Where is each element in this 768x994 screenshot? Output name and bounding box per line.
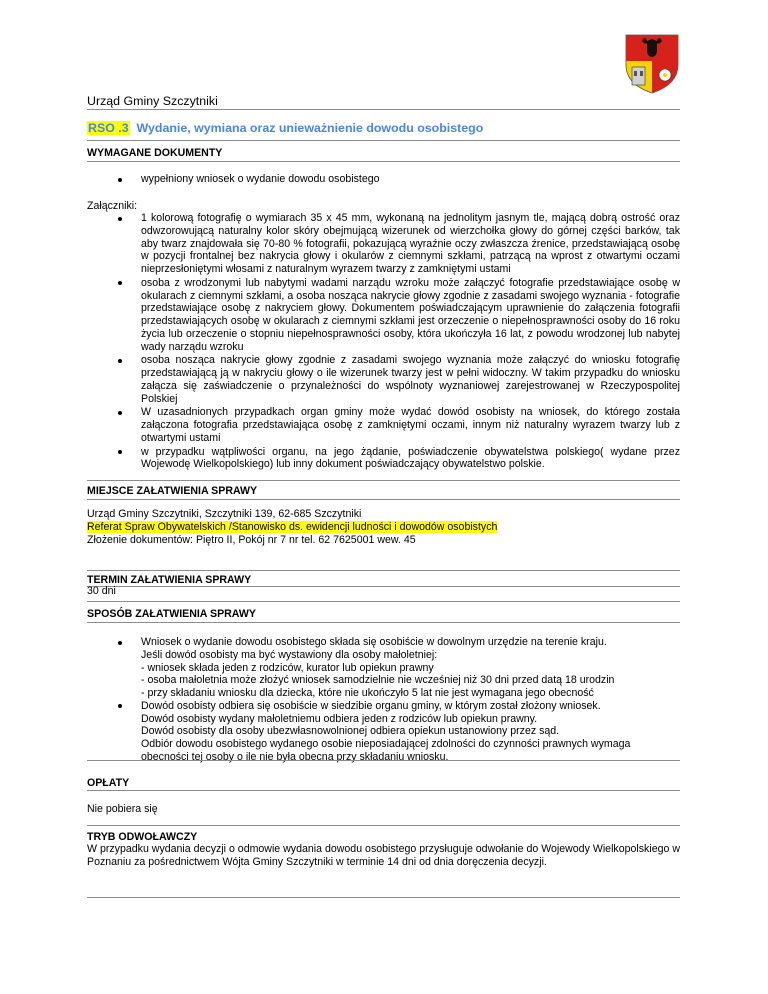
bullet-icon	[118, 217, 122, 221]
office-address: Urząd Gminy Szczytniki, Szczytniki 139, 62-685 Szczytniki	[87, 508, 362, 520]
department-name: Referat Spraw Obywatelskich /Stanowisko ds. ewidencji ludności i dowodów osobistych	[87, 521, 498, 533]
bullet-icon	[118, 450, 122, 454]
section-heading-required-docs: WYMAGANE DOKUMENTY	[87, 147, 223, 159]
bullet-icon	[118, 178, 122, 182]
attachments-label: Załączniki:	[87, 200, 138, 212]
list-item: 1 kolorową fotografię o wymiarach 35 x 45 mm, wykonaną na jednolitym jasnym tle, mającą dobrą ostrość oraz odwzorowującą naturalny kolor skóry obejmującą wizerunek od wierzchołka głowy do górnej części barków, tak aby twarz znajdowała się 70-80 % fotografii, pokazującą wyraźnie oczy zwłaszcza źrenice, przedstawiającą osobę w pozycji frontalnej bez nakrycia głowy i okularów z ciemnymi szkłami, patrzącą na wprost z otwartymi oczami nieprzesłoniętymi włosami z naturalnym wyrazem twarzy z zamkniętymi ustami	[87, 212, 680, 276]
section-divider	[87, 790, 680, 791]
section-heading-appeal: TRYB ODWOŁAWCZY	[87, 831, 198, 843]
submission-location: Złożenie dokumentów: Piętro II, Pokój nr 7 nr tel. 62 7625001 wew. 45	[87, 534, 416, 546]
bullet-icon	[118, 281, 122, 285]
list-item: Wniosek o wydanie dowodu osobistego składa się osobiście w dowolnym urzędzie na terenie kraju. Jeśli dowód osobisty ma być wystawiony dla osoby małoletniej: - wniosek składa jeden z rodziców, kurator lub opiekun prawny - osoba małoletnia może złożyć wniosek samodzielnie nie wcześniej niż 30 dni przed datą 18 urodzin - przy składaniu wniosku dla dziecka, które nie ukończyło 5 lat nie jest wymagana jego obecność	[87, 636, 680, 700]
header-divider	[87, 109, 680, 110]
coat-of-arms-icon	[620, 31, 684, 95]
department-line	[87, 521, 680, 534]
section-divider	[87, 601, 680, 602]
procedure-title	[87, 121, 483, 136]
section-divider	[87, 760, 680, 761]
section-divider	[87, 570, 680, 571]
section-divider	[87, 161, 680, 162]
method-list	[87, 636, 680, 764]
procedure-name: Wydanie, wymiana oraz unieważnienie dowodu osobistego	[136, 121, 484, 135]
section-divider	[87, 480, 680, 481]
fees-value: Nie pobiera się	[87, 803, 158, 815]
list-item: osoba nosząca nakrycie głowy zgodnie z zasadami swojego wyznania może załączyć do wniosku fotografię przedstawiającą ją w nakryciu głowy o ile wizerunek twarzy jest w pełni widoczny. W takim przypadku do wniosku załącza się zaświadczenie o przynależności do wspólnoty wyznaniowej zarejestrowanej w Rzeczypospolitej Polskiej	[87, 354, 680, 405]
list-item: w przypadku wątpliwości organu, na jego żądanie, poświadczenie obywatelstwa polskiego( wydane przez Wojewodę Wielkopolskiego) lub inny dokument poświadczający obywatelstwo polskie.	[87, 446, 680, 472]
office-name: Urząd Gminy Szczytniki	[87, 94, 218, 108]
deadline-value: 30 dni	[87, 585, 116, 597]
section-divider	[87, 499, 680, 500]
list-item: Dowód osobisty odbiera się osobiście w siedzibie organu gminy, w którym został złożony wniosek. Dowód osobisty wydany małoletniemu odbiera jeden z rodziców lub opiekun prawny. Dowód osobisty dla osoby ubezwłasnowolnionej odbiera opiekun ustanowiony przez sąd. Odbiór dowodu osobistego wydanego osobie nieposiadającej zdolności do czynności prawnych wymaga obecności tej osoby o ile nie była obecna przy składaniu wniosku.	[87, 700, 680, 764]
title-divider	[87, 140, 680, 141]
attachments-list	[87, 212, 680, 471]
bullet-icon	[118, 411, 122, 415]
bullet-icon	[118, 641, 122, 645]
section-divider	[87, 825, 680, 826]
required-docs-list	[87, 173, 680, 186]
section-divider	[87, 897, 680, 898]
list-item: osoba z wrodzonymi lub nabytymi wadami narządu wzroku może załączyć fotografie przedstawiające osobę w okularach z ciemnymi szkłami, a osoba nosząca nakrycie głowy zgodnie z zasadami swojego wyznania - fotografie przedstawiające osobę z nakryciem głowy. Dokumentem poświadczającym uprawnienie do załączenia fotografii przedstawiających osobę w okularach z ciemnymi szkłami jest orzeczenie o niepełnosprawności osoby do 16 roku życia lub orzeczenie o stopniu niepełnosprawności osoby, która ukończyła 16 lat, z powodu wrodzonej lub nabytej wady narządu wzroku	[87, 277, 680, 354]
section-heading-deadline: TERMIN ZAŁATWIENIA SPRAWY	[87, 574, 252, 586]
section-divider	[87, 622, 680, 623]
list-item: W uzasadnionych przypadkach organ gminy może wydać dowód osobisty na wniosek, do którego została załączona fotografia przedstawiająca osobę z zamkniętymi oczami, innym niż naturalny wyrazem twarzy lub z otwartymi ustami	[87, 406, 680, 444]
section-heading-fees: OPŁATY	[87, 777, 130, 789]
section-heading-method: SPOSÓB ZAŁATWIENIA SPRAWY	[87, 608, 256, 620]
procedure-code: RSO .3	[88, 121, 129, 135]
bullet-icon	[118, 359, 122, 363]
section-heading-place: MIEJSCE ZAŁATWIENIA SPRAWY	[87, 485, 258, 497]
appeal-text: W przypadku wydania decyzji o odmowie wydania dowodu osobistego przysługuje odwołanie do Wojewody Wielkopolskiego w Poznaniu za pośrednictwem Wójta Gminy Szczytniki w terminie 14 dni od dnia doręczenia decyzji.	[87, 843, 680, 868]
list-item: wypełniony wniosek o wydanie dowodu osobistego	[87, 173, 680, 186]
bullet-icon	[118, 704, 122, 708]
